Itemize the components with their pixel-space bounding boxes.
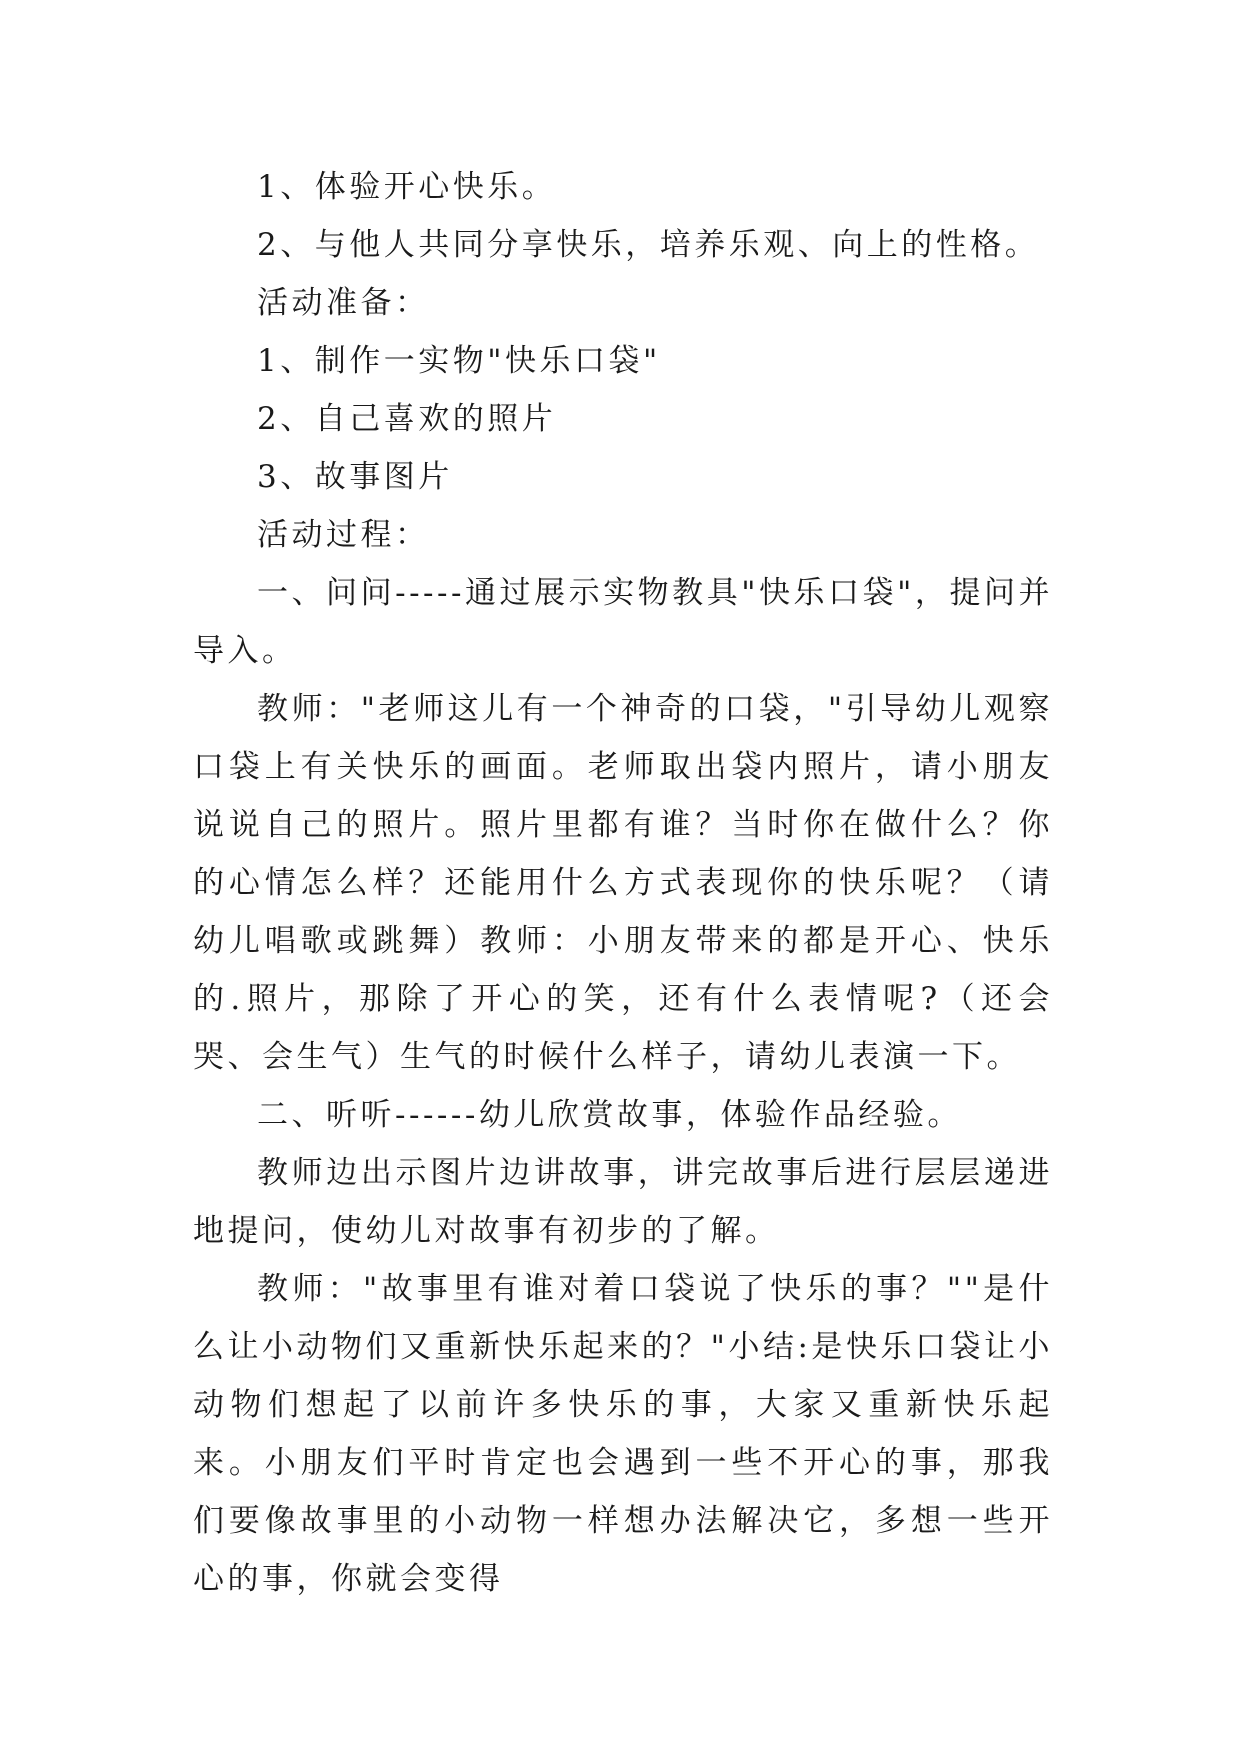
process-step-1-detail: 教师："老师这儿有一个神奇的口袋，"引导幼儿观察口袋上有关快乐的画面。老师取出袋内照片，请小朋友说说自己的照片。照片里都有谁？当时你在做什么？你的心情怎么样？还能用什么方式表现你的快乐呢？（请幼儿唱歌或跳舞）教师：小朋友带来的都是开心、快乐的.照片，那除了开心的笑，还有什么表情呢?（还会哭、会生气）生气的时候什么样子，请幼儿表演一下。 [193, 691, 1053, 1075]
goal-item-1: 1、体验开心快乐。 [257, 169, 557, 205]
process-step-2: 二、听听------幼儿欣赏故事，体验作品经验。 [257, 1097, 962, 1133]
preparation-item-3: 3、故事图片 [257, 459, 453, 495]
preparation-item-2: 2、自己喜欢的照片 [257, 401, 557, 437]
preparation-item-1: 1、制作一实物"快乐口袋" [257, 343, 661, 379]
process-step-2-detail: 教师边出示图片边讲故事，讲完故事后进行层层递进地提问，使幼儿对故事有初步的了解。 [193, 1155, 1053, 1249]
process-step-1: 一、问问-----通过展示实物教具"快乐口袋"，提问并导入。 [193, 575, 1053, 669]
goal-item-2: 2、与他人共同分享快乐，培养乐观、向上的性格。 [257, 227, 1040, 263]
section-heading-process: 活动过程： [257, 517, 430, 553]
document-body [193, 158, 1053, 1608]
section-heading-preparation: 活动准备： [257, 285, 430, 321]
process-step-2-dialogue: 教师："故事里有谁对着口袋说了快乐的事？""是什么让小动物们又重新快乐起来的？"小结:是快乐口袋让小动物们想起了以前许多快乐的事，大家又重新快乐起来。小朋友们平时肯定也会遇到一些不开心的事，那我们要像故事里的小动物一样想办法解决它，多想一些开心的事，你就会变得 [193, 1271, 1053, 1597]
